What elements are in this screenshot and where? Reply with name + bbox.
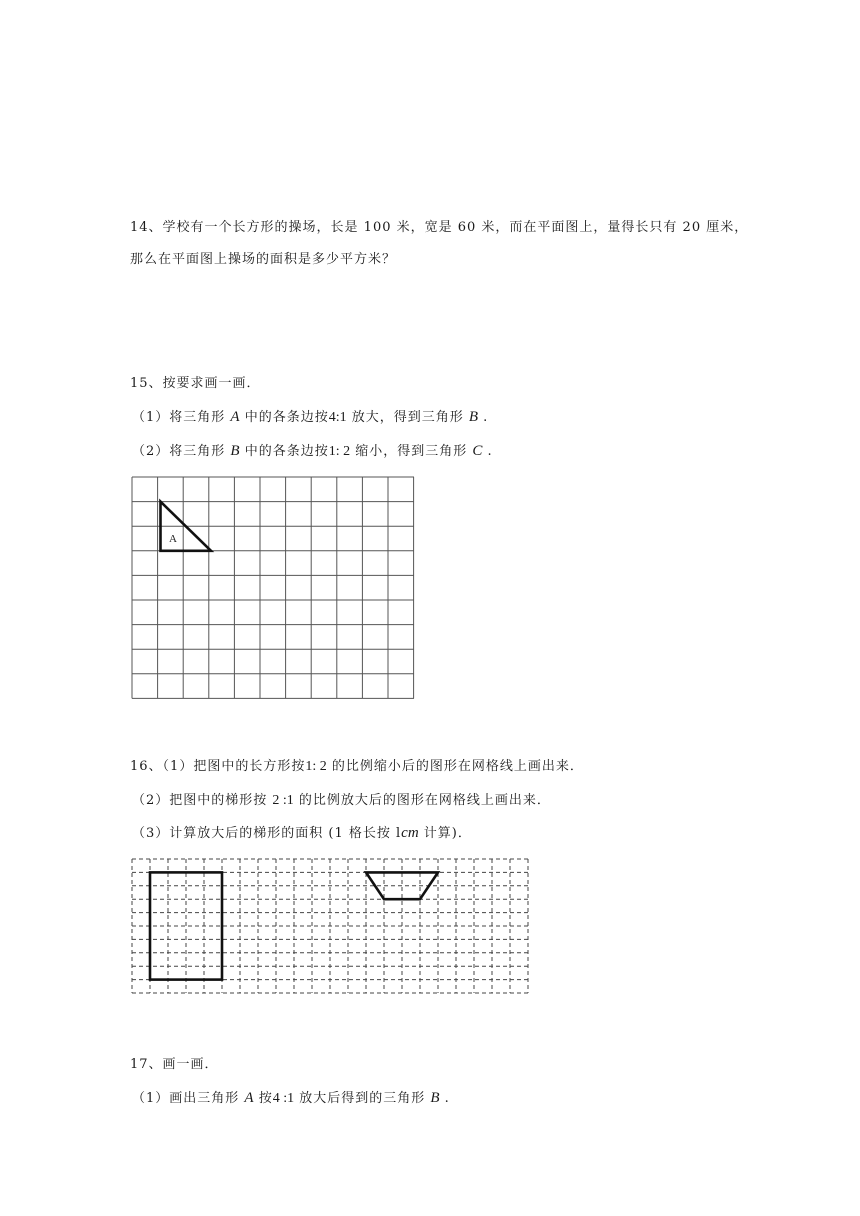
q15-step-2-ratio: 1: 2 (328, 444, 351, 459)
q15-title: 15、按要求画一画． (130, 376, 261, 391)
q15-step-2-var-c: C (472, 443, 483, 459)
q16-step-3 (132, 822, 472, 842)
q17-step-1-post: 放大后得到的三角形 (294, 1091, 431, 1106)
q16-step-2-pre: （2）把图中的梯形按 (132, 793, 273, 808)
q16-step-2-ratio: 2 :1 (272, 793, 294, 808)
q17-step-1-ratio: 4 :1 (272, 1091, 295, 1106)
q15-step-1-mid: 中的各条边按 (239, 410, 329, 425)
q15-step-1-end: . (478, 410, 489, 425)
q17-title: 17、画一画． (130, 1057, 219, 1072)
q17-step-1 (132, 1087, 450, 1107)
q15-step-2-pre: （2）将三角形 (132, 444, 231, 459)
q16-step-1 (130, 755, 584, 775)
q17-step-1-mid: 按 (253, 1091, 273, 1106)
q15-step-1-var-b: B (468, 409, 479, 425)
q15-grid-figure (131, 476, 417, 702)
q17-step-1-pre: （1）画出三角形 (132, 1091, 245, 1106)
q15-step-1 (132, 406, 488, 426)
q16-step-2 (132, 789, 551, 809)
q15-step-2-end: . (482, 444, 493, 459)
q15-step-1-ratio: 4:1 (328, 410, 347, 425)
q15-step-1-var-a: A (230, 409, 240, 425)
q15-step-2-var-b: B (230, 443, 240, 459)
q15-step-2-mid: 中的各条边按 (239, 444, 329, 459)
q17-step-1-var-b: B (430, 1090, 440, 1106)
q16-step-3-post: 计算)． (418, 826, 472, 841)
q14-line-1: 14、学校有一个长方形的操场，长是 100 米，宽是 60 米，而在平面图上，量得长只有 20 厘米， (130, 220, 749, 235)
q17-step-1-var-a: A (244, 1090, 254, 1106)
q16-dashed-grid-lines (132, 859, 530, 993)
q16-step-1-ratio: 1: 2 (305, 759, 327, 774)
q17-step-1-end: . (439, 1091, 450, 1106)
q15-step-2-post: 缩小，得到三角形 (350, 444, 473, 459)
q15-grid-lines (132, 477, 414, 698)
q15-step-1-pre: （1）将三角形 (132, 410, 231, 425)
q16-dashed-grid-figure (131, 858, 533, 996)
triangle-a-label: A (169, 533, 177, 545)
q16-step-1-pre: 16、（1）把图中的长方形按 (130, 759, 306, 774)
q16-step-2-post: 的比例放大后的图形在网格线上画出来． (293, 793, 551, 808)
q14-line-2: 那么在平面图上操场的面积是多少平方米？ (130, 252, 397, 267)
q15-step-2 (132, 440, 493, 460)
q15-step-1-post: 放大，得到三角形 (346, 410, 469, 425)
q16-step-3-pre: （3）计算放大后的梯形的面积 (1 格长按 l (132, 826, 402, 841)
q16-step-3-unit: cm (401, 825, 419, 841)
q16-step-1-post: 的比例缩小后的图形在网格线上画出来． (326, 759, 584, 774)
